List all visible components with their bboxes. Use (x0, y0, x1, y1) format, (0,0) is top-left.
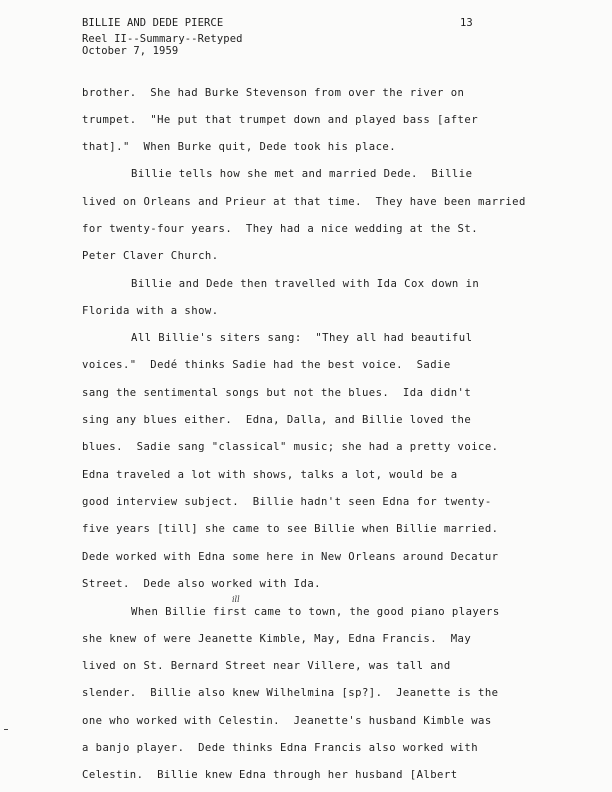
text-line: that]." When Burke quit, Dede took his place. (82, 141, 397, 153)
text-line: lived on St. Bernard Street near Villere, was tall and (82, 660, 451, 672)
text-line: Peter Claver Church. (82, 250, 219, 262)
page-number: 13 (460, 17, 473, 29)
text-line: one who worked with Celestin. Jeanette's husband Kimble was (82, 715, 492, 727)
document-title: BILLIE AND DEDE PIERCE (82, 17, 224, 29)
text-line: slender. Billie also knew Wilhelmina [sp?]. Jeanette is the (82, 687, 499, 699)
margin-mark (4, 729, 8, 730)
text-line: Dede worked with Edna some here in New Orleans around Decatur (82, 551, 499, 563)
text-line: good interview subject. Billie hadn't seen Edna for twenty- (82, 496, 492, 508)
text-line: lived on Orleans and Prieur at that time. They have been married (82, 196, 526, 208)
text-line: Florida with a show. (82, 305, 219, 317)
text-line: Billie tells how she met and married Dede. Billie (131, 168, 473, 180)
text-line: Edna traveled a lot with shows, talks a lot, would be a (82, 469, 458, 481)
handwritten-annotation: ill (232, 595, 240, 604)
reel-label: Reel II--Summary--Retyped (82, 33, 243, 45)
text-line: brother. She had Burke Stevenson from over the river on (82, 87, 465, 99)
text-line: When Billie first came to town, the good piano players (131, 606, 500, 618)
text-line: sing any blues either. Edna, Dalla, and Billie loved the (82, 414, 472, 426)
text-line: she knew of were Jeanette Kimble, May, Edna Francis. May (82, 633, 472, 645)
text-line: five years [till] she came to see Billie when Billie married. (82, 523, 499, 535)
text-line: Billie and Dede then travelled with Ida Cox down in (131, 278, 480, 290)
text-line: All Billie's siters sang: "They all had beautiful (131, 332, 473, 344)
date-label: October 7, 1959 (82, 45, 179, 57)
text-line: Celestin. Billie knew Edna through her husband [Albert (82, 769, 458, 781)
text-line: sang the sentimental songs but not the blues. Ida didn't (82, 387, 472, 399)
text-line: for twenty-four years. They had a nice wedding at the St. (82, 223, 479, 235)
text-line: a banjo player. Dede thinks Edna Francis also worked with (82, 742, 479, 754)
text-line: blues. Sadie sang "classical" music; she had a pretty voice. (82, 441, 499, 453)
text-line: voices." Dedé thinks Sadie had the best voice. Sadie (82, 359, 451, 371)
text-line: Street. Dede also worked with Ida. (82, 578, 321, 590)
text-line: trumpet. "He put that trumpet down and played bass [after (82, 114, 479, 126)
